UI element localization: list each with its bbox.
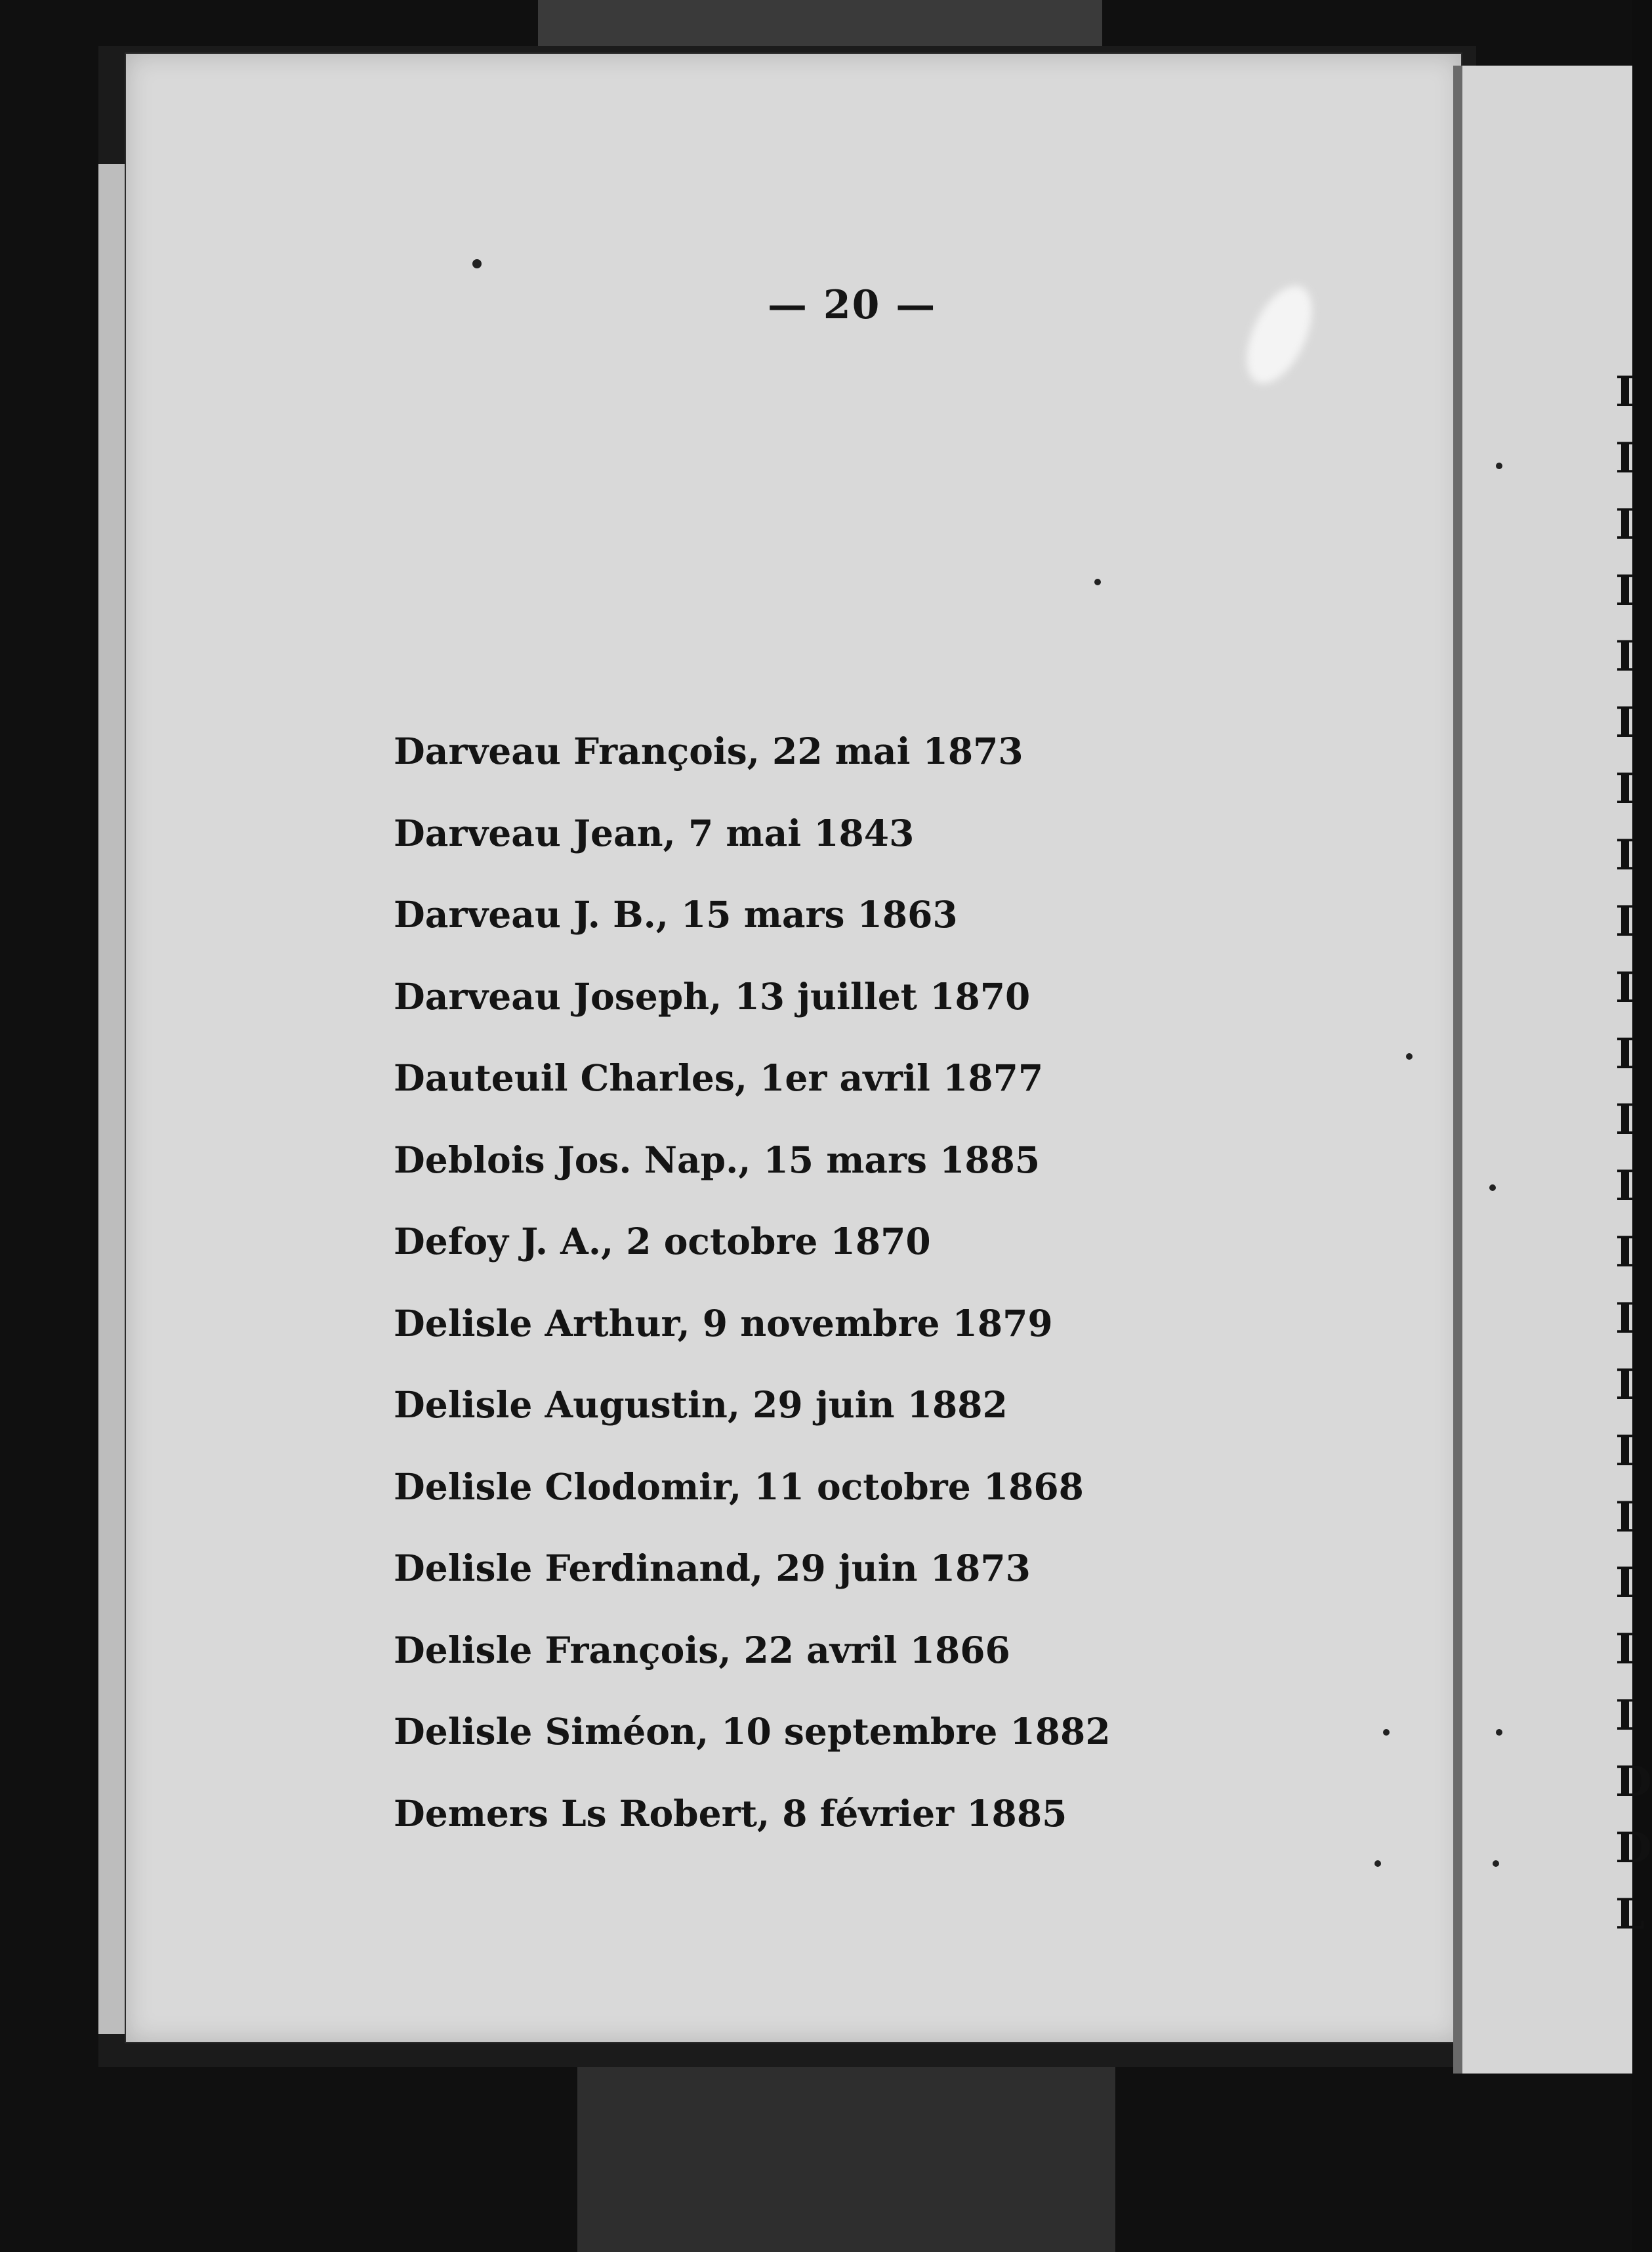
- partial-letter: I: [1615, 566, 1635, 615]
- list-item: Darveau J. B., 15 mars 1863: [394, 893, 958, 936]
- scanner-strip-bottom: [577, 2047, 1115, 2252]
- speck: [1406, 1053, 1413, 1060]
- partial-letter: I: [1615, 764, 1635, 814]
- speck: [1383, 1729, 1390, 1736]
- partial-letter: I: [1615, 1558, 1635, 1608]
- speck: [472, 259, 482, 268]
- partial-letter: I: [1615, 1426, 1635, 1476]
- list-item: Delisle Augustin, 29 juin 1882: [394, 1383, 1008, 1426]
- book-gutter: [1453, 66, 1462, 2074]
- partial-letter: I: [1615, 1228, 1635, 1278]
- list-item: Deblois Jos. Nap., 15 mars 1885: [394, 1138, 1041, 1181]
- list-item: Darveau Jean, 7 mai 1843: [394, 811, 915, 854]
- speck: [1493, 1860, 1499, 1867]
- partial-letter: I: [1615, 632, 1635, 682]
- speck: [1496, 1729, 1502, 1736]
- list-item: Darveau François, 22 mai 1873: [394, 730, 1023, 772]
- partial-letter: I: [1615, 896, 1635, 946]
- list-item: Demers Ls Robert, 8 février 1885: [394, 1791, 1067, 1835]
- partial-letter: I: [1615, 499, 1635, 549]
- list-item: Delisle Arthur, 9 novembre 1879: [394, 1301, 1053, 1345]
- partial-letter: D: [1615, 1823, 1652, 1873]
- partial-letter: I: [1615, 1095, 1635, 1145]
- partial-letter: I: [1615, 1492, 1635, 1542]
- partial-letter: I: [1615, 831, 1635, 881]
- partial-letter: D: [1615, 1757, 1652, 1807]
- page-number: — 20 —: [768, 282, 937, 328]
- facing-page-letters: [1615, 367, 1652, 1956]
- partial-letter: I: [1615, 433, 1635, 483]
- list-item: Delisle Ferdinand, 29 juin 1873: [394, 1547, 1031, 1589]
- partial-letter: I: [1615, 1360, 1635, 1409]
- partial-letter: L: [1615, 1889, 1645, 1939]
- list-item: Dauteuil Charles, 1er avril 1877: [394, 1056, 1044, 1099]
- list-item: Delisle François, 22 avril 1866: [394, 1628, 1010, 1671]
- page-edge: [98, 164, 126, 2034]
- speck: [1496, 463, 1502, 469]
- list-item: Darveau Joseph, 13 juillet 1870: [394, 974, 1031, 1018]
- partial-letter: I: [1615, 1161, 1635, 1211]
- list-item: Delisle Clodomir, 11 octobre 1868: [394, 1465, 1084, 1508]
- speck: [1489, 1184, 1496, 1191]
- partial-letter: I: [1615, 1625, 1635, 1675]
- list-item: Defoy J. A., 2 octobre 1870: [394, 1220, 931, 1262]
- speck: [1374, 1860, 1381, 1867]
- right-page: [1462, 66, 1632, 2074]
- name-list: [394, 725, 1111, 1869]
- speck: [1094, 579, 1101, 585]
- partial-letter: I: [1615, 963, 1635, 1012]
- partial-letter: I: [1615, 367, 1635, 417]
- list-item: Delisle Siméon, 10 septembre 1882: [394, 1710, 1111, 1753]
- partial-letter: I: [1615, 1294, 1635, 1344]
- partial-letter: I: [1615, 1691, 1635, 1741]
- partial-letter: I: [1615, 698, 1635, 748]
- partial-letter: I: [1615, 1029, 1635, 1079]
